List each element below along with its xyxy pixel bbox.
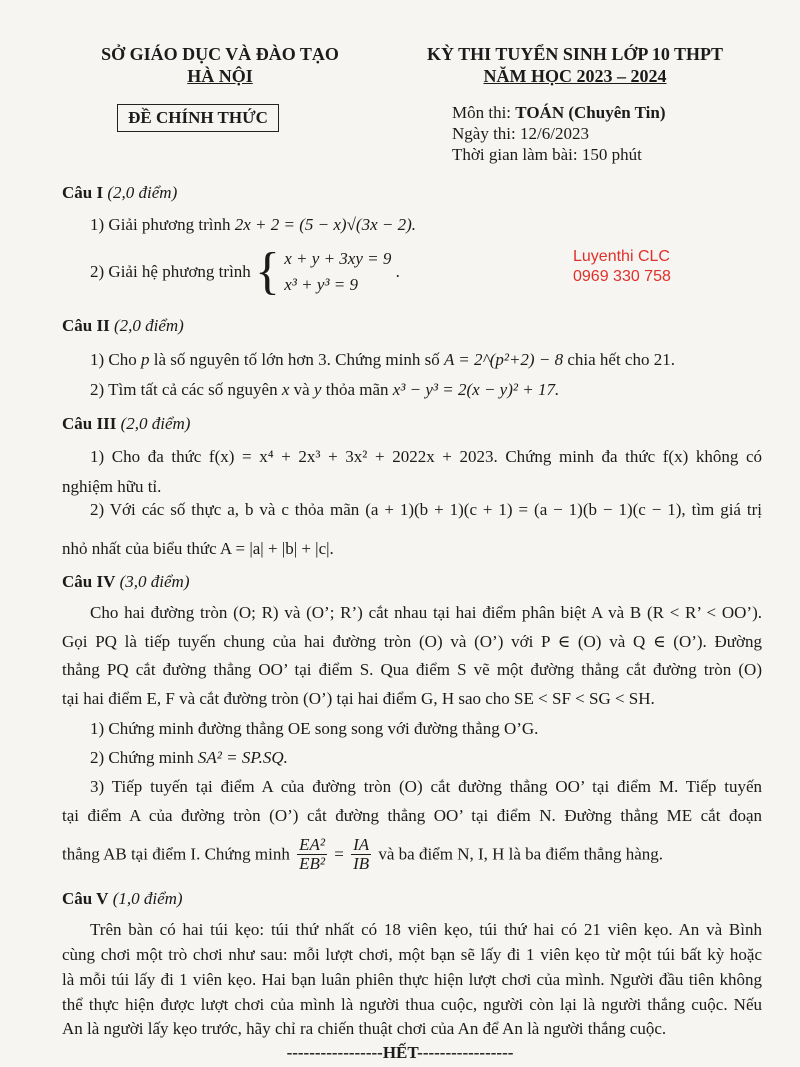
department-name: SỞ GIÁO DỤC VÀ ĐÀO TẠO	[101, 44, 339, 64]
question-4-heading	[62, 572, 190, 592]
q2-part-2-text-3: thỏa mãn	[321, 380, 393, 399]
q4-part-3-text: thẳng AB tại điểm I. Chứng minh	[62, 844, 295, 864]
question-points: (1,0 điểm)	[112, 889, 183, 908]
question-title: Câu V	[62, 889, 109, 908]
variable-p: p	[141, 350, 150, 369]
q4-intro-line-2: Gọi PQ là tiếp tuyến chung của hai đường tròn (O) và (O’) với P ∈ (O) và Q ∈ (O’). Đường	[62, 632, 762, 651]
q2-part-1	[90, 350, 675, 370]
subject-label: Môn thi:	[452, 103, 516, 122]
fraction-denominator: EB²	[299, 854, 325, 873]
question-points: (2,0 điểm)	[113, 316, 184, 335]
q2-part-1-text: 1) Cho	[90, 350, 141, 369]
q4-part-3-text-2: và ba điểm N, I, H là ba điểm thẳng hàng.	[378, 844, 664, 864]
fraction-numerator: EA²	[299, 835, 325, 854]
question-title: Câu III	[62, 414, 117, 433]
q3-part-2-line-1: 2) Với các số thực a, b và c thỏa mãn (a + 1)(b + 1)(c + 1) = (a − 1)(b − 1)(c − 1), tìm giá trị	[90, 500, 762, 519]
fraction-denominator: IB	[353, 854, 370, 873]
system-period: .	[395, 262, 400, 281]
q3-part-1-line-2: nghiệm hữu tỉ.	[62, 477, 162, 496]
q2-part-1-text-2: là số nguyên tố lớn hơn 3. Chứng minh số	[149, 350, 444, 369]
question-points: (2,0 điểm)	[107, 183, 178, 202]
question-points: (2,0 điểm)	[120, 414, 191, 433]
fraction-ia-ib	[351, 836, 371, 873]
exam-duration: Thời gian làm bài: 150 phút	[452, 145, 642, 164]
q5-line-2: cùng chơi một trò chơi như sau: mỗi lượt chơi, một bạn sẽ lấy đi 1 viên kẹo từ một túi bất kỳ hoặc	[62, 945, 762, 964]
q1-part-1	[90, 215, 416, 235]
system-equation-2: x³ + y³ = 9	[284, 275, 358, 294]
variable-y: y	[313, 380, 322, 399]
equation-system	[284, 246, 391, 298]
system-equation-1: x + y + 3xy = 9	[284, 249, 392, 268]
q5-line-5: An là người lấy kẹo trước, hãy chỉ ra chiến thuật chơi của An để An là người thắng cuộc.	[62, 1019, 667, 1038]
end-marker: -----------------HẾT-----------------	[286, 1043, 514, 1062]
q4-part-3-line-1: 3) Tiếp tuyến tại điểm A của đường tròn (O) cắt đường thẳng OO’ tại điểm M. Tiếp tuyến	[90, 777, 762, 796]
question-title: Câu I	[62, 183, 104, 202]
q1-part-1-equation: 2x + 2 = (5 − x)√(3x − 2).	[234, 215, 416, 234]
q4-intro-line-1: Cho hai đường tròn (O; R) và (O’; R’) cắt nhau tại hai điểm phân biệt A và B (R < R’ < OO’).	[90, 603, 762, 622]
question-5-heading	[62, 889, 183, 909]
q4-part-1: 1) Chứng minh đường thẳng OE song song với đường thẳng O’G.	[90, 719, 539, 738]
q3-part-2-line-2: nhỏ nhất của biểu thức A = |a| + |b| + |c|.	[62, 539, 334, 558]
q4-intro-line-4: tại hai điểm E, F và cắt đường tròn (O’) tại hai điểm G, H sao cho SE < SF < SG < SH.	[62, 689, 655, 708]
exam-title: KỲ THI TUYỂN SINH LỚP 10 THPT	[426, 44, 724, 64]
fraction-numerator: IA	[353, 835, 370, 854]
question-3-heading	[62, 414, 190, 434]
fraction-ea-eb	[297, 836, 327, 873]
q2-part-2	[90, 380, 559, 400]
question-1-heading	[62, 183, 177, 203]
q2-part-2-text: 2) Tìm tất cả các số nguyên	[90, 380, 282, 399]
q3-part-1-line-1: 1) Cho đa thức f(x) = x⁴ + 2x³ + 3x² + 2022x + 2023. Chứng minh đa thức f(x) không có	[90, 447, 762, 466]
question-title: Câu II	[62, 316, 110, 335]
school-year: NĂM HỌC 2023 – 2024	[483, 66, 667, 86]
q4-part-3-line-2: tại điểm A của đường tròn (O’) cắt đường thẳng OO’ tại điểm N. Đường thẳng ME cắt đoạn	[62, 806, 762, 825]
question-title: Câu IV	[62, 572, 116, 591]
q1-part-1-text: 1) Giải phương trình	[90, 215, 235, 234]
stamp-line-1: Luyenthi CLC	[573, 248, 670, 265]
q1-part-2-text: 2) Giải hệ phương trình	[90, 262, 256, 281]
question-2-heading	[62, 316, 184, 336]
q2-part-1-expression: A = 2^(p²+2) − 8	[443, 350, 564, 369]
official-exam-box: ĐỀ CHÍNH THỨC	[117, 104, 279, 132]
q4-part-2-equation: SA² = SP.SQ.	[197, 748, 288, 767]
city-name: HÀ NỘI	[187, 66, 253, 86]
q2-part-2-equation: x³ − y³ = 2(x − y)² + 17.	[392, 380, 560, 399]
subject-line	[452, 103, 666, 123]
q5-line-1: Trên bàn có hai túi kẹo: túi thứ nhất có 18 viên kẹo, túi thứ hai có 21 viên kẹo. An và Bình	[90, 920, 762, 939]
q4-part-2-text: 2) Chứng minh	[90, 748, 198, 767]
question-points: (3,0 điểm)	[119, 572, 190, 591]
stamp-line-2: 0969 330 758	[573, 268, 671, 285]
q4-part-3-line-3	[62, 836, 663, 873]
variable-x: x	[281, 380, 290, 399]
q5-line-4: thể thực hiện được lượt chơi của mình là người thua cuộc, người còn lại là người thắng cuộc. Nếu	[62, 995, 762, 1014]
q2-part-2-text-2: và	[289, 380, 314, 399]
equals-sign: =	[334, 844, 344, 864]
subject-value: TOÁN (Chuyên Tin)	[515, 103, 666, 122]
q5-line-3: là mỗi túi lấy đi 1 viên kẹo. Hai bạn luân phiên thực hiện lượt chơi của mình. Người đầu tiên không	[62, 970, 762, 989]
q4-intro-line-3: thẳng PQ cắt đường thẳng OO’ tại điểm S. Qua điểm S vẽ một đường thẳng cắt đường tròn (O)	[62, 660, 762, 679]
q4-part-2	[90, 748, 288, 768]
q1-part-2	[90, 243, 400, 302]
exam-date: Ngày thi: 12/6/2023	[452, 124, 589, 143]
q2-part-1-text-3: chia hết cho 21.	[563, 350, 675, 369]
system-brace: {	[255, 243, 281, 300]
